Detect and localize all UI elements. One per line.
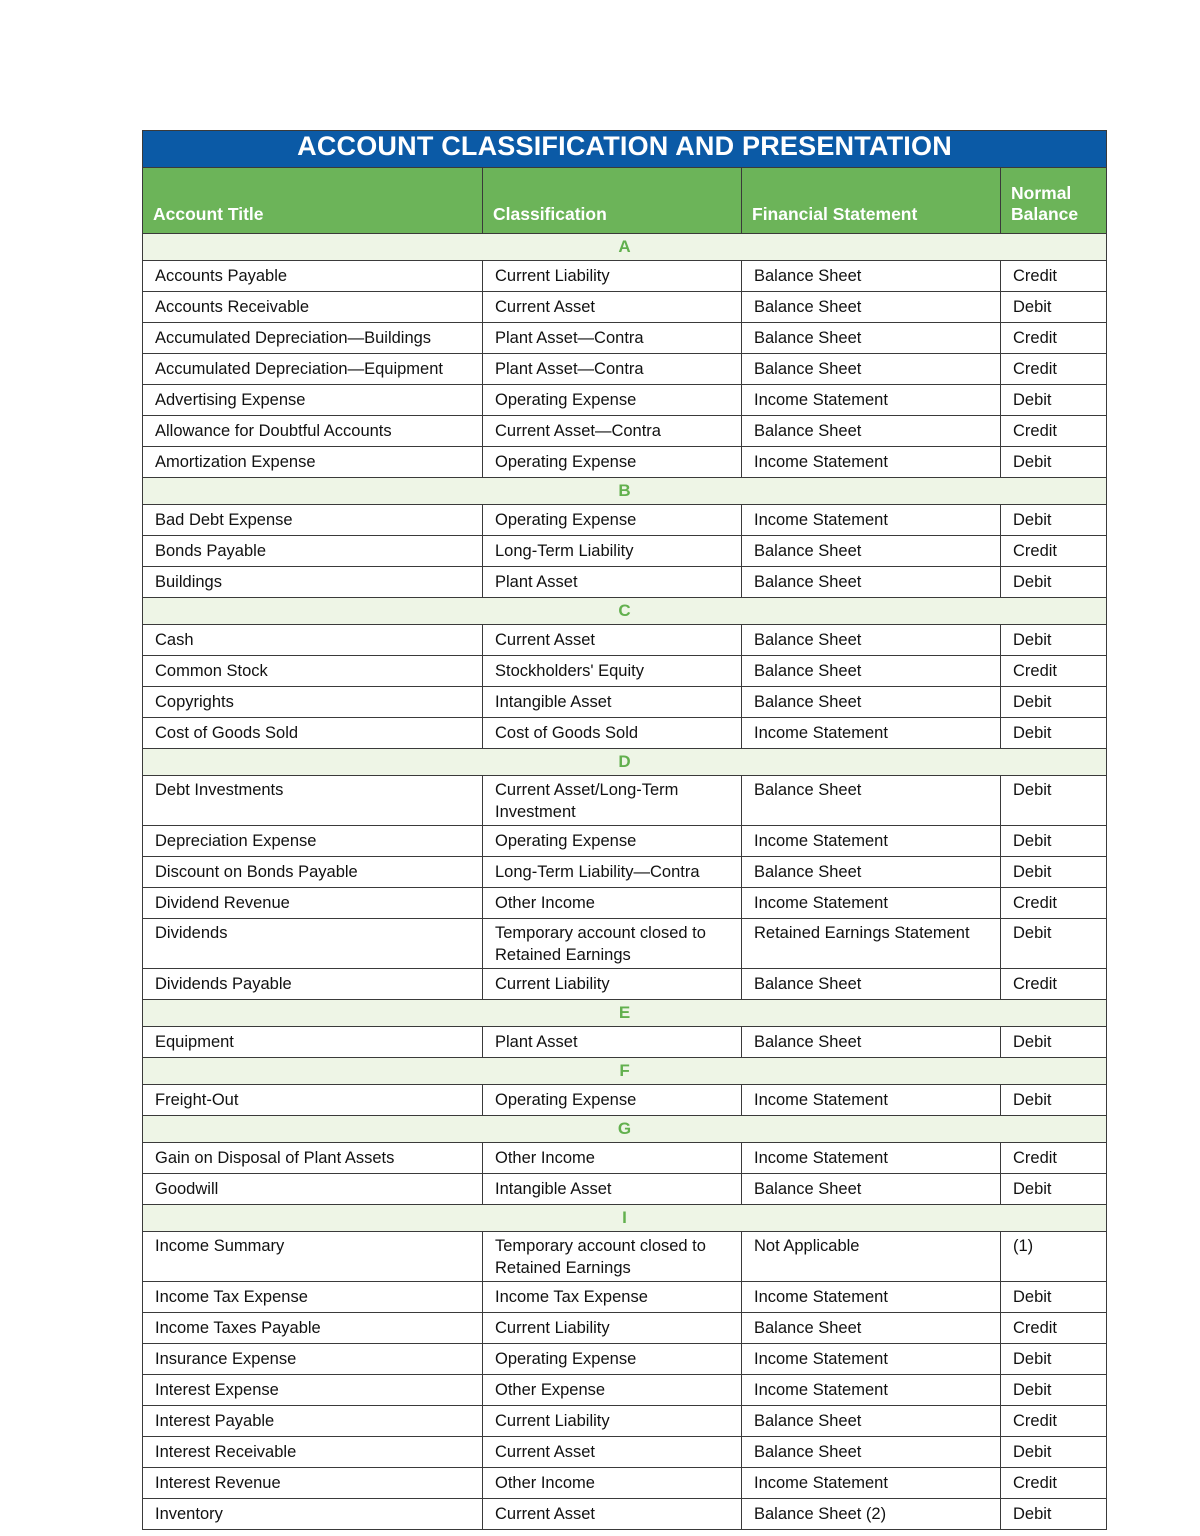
classification-cell: Current Liability [483,1313,742,1344]
normal-balance-cell: Credit [1001,323,1107,354]
section-letter-row [143,1116,1107,1143]
classification-cell: Stockholders' Equity [483,656,742,687]
financial-statement-cell: Income Statement [742,718,1001,749]
account-title-cell: Depreciation Expense [143,826,483,857]
classification-cell: Long-Term Liability [483,536,742,567]
account-title-cell: Goodwill [143,1174,483,1205]
classification-cell: Temporary account closed to Retained Earnings [483,919,742,969]
normal-balance-cell: Credit [1001,1313,1107,1344]
account-title-cell: Accounts Receivable [143,292,483,323]
normal-balance-cell: Debit [1001,447,1107,478]
classification-cell: Operating Expense [483,1344,742,1375]
table-row [143,1282,1107,1313]
classification-cell: Current Asset/Long-Term Investment [483,776,742,826]
financial-statement-cell: Balance Sheet [742,1437,1001,1468]
header-financial-statement: Financial Statement [742,168,1001,234]
table-row [143,969,1107,1000]
financial-statement-cell: Income Statement [742,1375,1001,1406]
financial-statement-cell: Income Statement [742,1468,1001,1499]
financial-statement-cell: Balance Sheet [742,292,1001,323]
normal-balance-cell: Debit [1001,1027,1107,1058]
section-letter-row [143,1000,1107,1027]
account-title-cell: Accumulated Depreciation—Equipment [143,354,483,385]
account-title-cell: Gain on Disposal of Plant Assets [143,1143,483,1174]
normal-balance-cell: Debit [1001,1174,1107,1205]
account-title-cell: Income Taxes Payable [143,1313,483,1344]
financial-statement-cell: Retained Earnings Statement [742,919,1001,969]
normal-balance-cell: Debit [1001,826,1107,857]
classification-cell: Plant Asset—Contra [483,323,742,354]
financial-statement-cell: Income Statement [742,1282,1001,1313]
account-title-cell: Accumulated Depreciation—Buildings [143,323,483,354]
financial-statement-cell: Balance Sheet [742,567,1001,598]
section-letter-row [143,1058,1107,1085]
classification-cell: Long-Term Liability—Contra [483,857,742,888]
table-row [143,1313,1107,1344]
section-letter: I [143,1205,1107,1232]
normal-balance-cell: Credit [1001,888,1107,919]
table-row [143,292,1107,323]
classification-cell: Current Asset—Contra [483,416,742,447]
column-header-row [143,168,1107,234]
header-account-title: Account Title [143,168,483,234]
table-row [143,1085,1107,1116]
header-classification: Classification [483,168,742,234]
section-letter: D [143,749,1107,776]
classification-cell: Other Income [483,1468,742,1499]
classification-cell: Current Asset [483,292,742,323]
table-row [143,447,1107,478]
financial-statement-cell: Balance Sheet [742,323,1001,354]
normal-balance-cell: (1) [1001,1232,1107,1282]
classification-cell: Operating Expense [483,447,742,478]
classification-cell: Plant Asset—Contra [483,354,742,385]
normal-balance-cell: Credit [1001,969,1107,1000]
classification-cell: Operating Expense [483,505,742,536]
section-letter: E [143,1000,1107,1027]
financial-statement-cell: Balance Sheet [742,354,1001,385]
table-row [143,888,1107,919]
account-title-cell: Bonds Payable [143,536,483,567]
section-letter: G [143,1116,1107,1143]
table-row [143,261,1107,292]
table-row [143,1406,1107,1437]
classification-cell: Plant Asset [483,1027,742,1058]
table-row [143,919,1107,969]
account-title-cell: Cash [143,625,483,656]
section-letter-row [143,234,1107,261]
classification-cell: Other Income [483,888,742,919]
account-title-cell: Income Tax Expense [143,1282,483,1313]
normal-balance-cell: Debit [1001,1282,1107,1313]
table-row [143,1499,1107,1530]
account-title-cell: Debt Investments [143,776,483,826]
table-row [143,354,1107,385]
financial-statement-cell: Balance Sheet [742,1027,1001,1058]
section-letter-row [143,749,1107,776]
financial-statement-cell: Income Statement [742,505,1001,536]
account-title-cell: Freight-Out [143,1085,483,1116]
classification-cell: Operating Expense [483,826,742,857]
header-normal-balance: Normal Balance [1001,168,1107,234]
financial-statement-cell: Balance Sheet (2) [742,1499,1001,1530]
table-row [143,1143,1107,1174]
account-title-cell: Dividends [143,919,483,969]
section-letter: B [143,478,1107,505]
table-row [143,1437,1107,1468]
table-row [143,1174,1107,1205]
classification-cell: Other Income [483,1143,742,1174]
financial-statement-cell: Balance Sheet [742,1313,1001,1344]
classification-cell: Operating Expense [483,1085,742,1116]
table-row [143,656,1107,687]
account-title-cell: Amortization Expense [143,447,483,478]
normal-balance-cell: Credit [1001,656,1107,687]
account-title-cell: Dividend Revenue [143,888,483,919]
financial-statement-cell: Balance Sheet [742,1174,1001,1205]
table-body [143,234,1107,1530]
normal-balance-cell: Credit [1001,354,1107,385]
financial-statement-cell: Income Statement [742,826,1001,857]
financial-statement-cell: Balance Sheet [742,656,1001,687]
normal-balance-cell: Debit [1001,919,1107,969]
account-title-cell: Advertising Expense [143,385,483,416]
financial-statement-cell: Balance Sheet [742,687,1001,718]
financial-statement-cell: Balance Sheet [742,857,1001,888]
account-title-cell: Dividends Payable [143,969,483,1000]
section-letter-row [143,598,1107,625]
classification-cell: Current Liability [483,1406,742,1437]
financial-statement-cell: Balance Sheet [742,1406,1001,1437]
financial-statement-cell: Income Statement [742,1143,1001,1174]
account-title-cell: Accounts Payable [143,261,483,292]
normal-balance-cell: Debit [1001,687,1107,718]
account-title-cell: Buildings [143,567,483,598]
section-letter-row [143,1205,1107,1232]
classification-cell: Current Liability [483,261,742,292]
table-row [143,536,1107,567]
financial-statement-cell: Income Statement [742,888,1001,919]
normal-balance-cell: Debit [1001,1375,1107,1406]
classification-cell: Cost of Goods Sold [483,718,742,749]
financial-statement-cell: Income Statement [742,447,1001,478]
classification-cell: Current Asset [483,625,742,656]
normal-balance-cell: Debit [1001,567,1107,598]
financial-statement-cell: Not Applicable [742,1232,1001,1282]
normal-balance-cell: Debit [1001,718,1107,749]
account-title-cell: Income Summary [143,1232,483,1282]
normal-balance-cell: Debit [1001,1499,1107,1530]
normal-balance-cell: Debit [1001,1344,1107,1375]
section-letter: F [143,1058,1107,1085]
table-title: ACCOUNT CLASSIFICATION AND PRESENTATION [143,131,1107,168]
financial-statement-cell: Income Statement [742,1085,1001,1116]
section-letter-row [143,478,1107,505]
table-row [143,1027,1107,1058]
normal-balance-cell: Debit [1001,776,1107,826]
classification-cell: Operating Expense [483,385,742,416]
normal-balance-cell: Debit [1001,857,1107,888]
table-row [143,857,1107,888]
normal-balance-cell: Debit [1001,1085,1107,1116]
normal-balance-cell: Debit [1001,505,1107,536]
classification-cell: Intangible Asset [483,1174,742,1205]
normal-balance-cell: Debit [1001,292,1107,323]
normal-balance-cell: Credit [1001,1468,1107,1499]
classification-cell: Temporary account closed to Retained Earnings [483,1232,742,1282]
financial-statement-cell: Balance Sheet [742,261,1001,292]
financial-statement-cell: Balance Sheet [742,416,1001,447]
table-row [143,567,1107,598]
table-row [143,776,1107,826]
normal-balance-cell: Debit [1001,1437,1107,1468]
financial-statement-cell: Income Statement [742,385,1001,416]
table-row [143,1344,1107,1375]
financial-statement-cell: Income Statement [742,1344,1001,1375]
classification-cell: Current Asset [483,1437,742,1468]
classification-cell: Other Expense [483,1375,742,1406]
account-title-cell: Insurance Expense [143,1344,483,1375]
financial-statement-cell: Balance Sheet [742,625,1001,656]
table-row [143,385,1107,416]
section-letter: C [143,598,1107,625]
table-row [143,1375,1107,1406]
financial-statement-cell: Balance Sheet [742,776,1001,826]
normal-balance-cell: Credit [1001,1143,1107,1174]
section-letter: A [143,234,1107,261]
account-classification-table [142,130,1107,1530]
table-row [143,718,1107,749]
account-title-cell: Discount on Bonds Payable [143,857,483,888]
table-row [143,416,1107,447]
classification-cell: Current Asset [483,1499,742,1530]
financial-statement-cell: Balance Sheet [742,536,1001,567]
account-title-cell: Bad Debt Expense [143,505,483,536]
account-title-cell: Interest Revenue [143,1468,483,1499]
normal-balance-cell: Credit [1001,416,1107,447]
table-row [143,1468,1107,1499]
normal-balance-cell: Credit [1001,536,1107,567]
account-title-cell: Interest Expense [143,1375,483,1406]
account-title-cell: Equipment [143,1027,483,1058]
table-row [143,1232,1107,1282]
account-title-cell: Allowance for Doubtful Accounts [143,416,483,447]
normal-balance-cell: Credit [1001,261,1107,292]
account-title-cell: Inventory [143,1499,483,1530]
account-title-cell: Copyrights [143,687,483,718]
normal-balance-cell: Debit [1001,385,1107,416]
normal-balance-cell: Debit [1001,625,1107,656]
account-title-cell: Interest Payable [143,1406,483,1437]
table-row [143,826,1107,857]
table-row [143,625,1107,656]
classification-cell: Intangible Asset [483,687,742,718]
table-row [143,505,1107,536]
table-row [143,687,1107,718]
account-title-cell: Interest Receivable [143,1437,483,1468]
normal-balance-cell: Credit [1001,1406,1107,1437]
classification-cell: Plant Asset [483,567,742,598]
table-row [143,323,1107,354]
classification-cell: Income Tax Expense [483,1282,742,1313]
account-title-cell: Cost of Goods Sold [143,718,483,749]
account-title-cell: Common Stock [143,656,483,687]
financial-statement-cell: Balance Sheet [742,969,1001,1000]
classification-cell: Current Liability [483,969,742,1000]
